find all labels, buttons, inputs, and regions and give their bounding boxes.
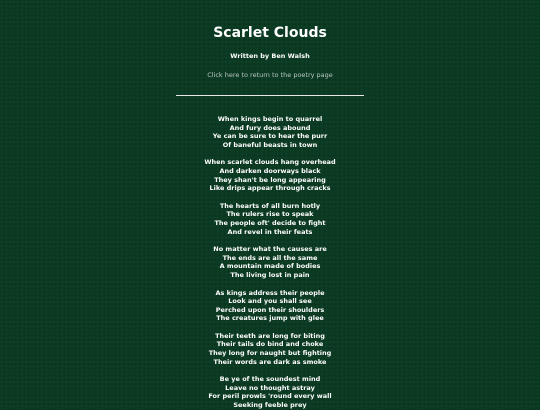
poem-line: They long for naught but fighting: [208, 349, 332, 358]
poem-line: Like drips appear through cracks: [209, 184, 331, 193]
stanza: [0, 332, 540, 366]
poem-line: Their tails do bind and choke: [216, 340, 324, 349]
stanza: [0, 375, 540, 409]
poem-line: And darken doorways black: [219, 166, 321, 175]
poem-line: The living lost in pain: [230, 270, 310, 279]
poem-line: The ends are all the same: [222, 253, 318, 262]
stanza: [0, 289, 540, 323]
poem-body: [0, 115, 540, 410]
poem-line: The people oft' decide to fight: [214, 218, 326, 227]
poem-line: As kings address their people: [215, 288, 325, 297]
divider: [176, 95, 364, 96]
author-byline: Written by Ben Walsh: [230, 52, 310, 60]
poem-line: Be ye of the soundest mind: [219, 375, 321, 384]
poem-line: Leave no thought astray: [225, 383, 315, 392]
poem-line: Of baneful beasts in town: [222, 140, 318, 149]
poem-line: The hearts of all burn hotly: [219, 201, 321, 210]
stanza: [0, 202, 540, 236]
return-to-poetry-link[interactable]: Click here to return to the poetry page: [207, 71, 333, 79]
poem-line: Look and you shall see: [228, 297, 312, 306]
poem-title: Scarlet Clouds: [213, 25, 327, 41]
poem-line: Perched upon their shoulders: [215, 305, 325, 314]
poem-line: No matter what the causes are: [213, 245, 327, 254]
poem-line: Seeking feeble prey: [233, 401, 307, 410]
poem-line: When kings begin to quarrel: [217, 115, 323, 123]
poem-line: A mountain made of bodies: [219, 262, 321, 271]
poem-line: They shan't be long appearing: [214, 175, 326, 184]
stanza: [0, 115, 540, 149]
poem-line: Their words are dark as smoke: [213, 357, 327, 366]
poem-line: And fury does abound: [229, 123, 311, 132]
poem-line: The rulers rise to speak: [226, 210, 314, 219]
poem-line: When scarlet clouds hang overhead: [204, 158, 336, 167]
stanza: [0, 158, 540, 192]
poem-line: Their teeth are long for biting: [215, 331, 325, 340]
stanza: [0, 245, 540, 279]
poem-line: And revel in their feats: [227, 227, 313, 236]
poem-line: For peril prowls 'round every wall: [208, 392, 332, 401]
poem-line: Ye can be sure to hear the purr: [212, 132, 328, 141]
poem-line: The creatures jump with glee: [216, 314, 324, 323]
